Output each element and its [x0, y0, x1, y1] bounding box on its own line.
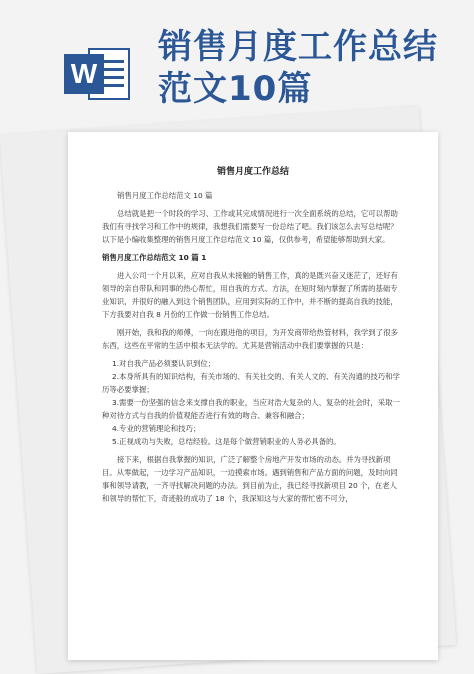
word-letter-tile: W: [64, 54, 104, 94]
intro-paragraph: 总结就是把一个时段的学习、工作或其完成情况进行一次全面系统的总结，它可以帮助我们有寻找学习和工作中的规律，我想我们需要写一份总结了吧。我们该怎么去写总结呢？以下是小编收集整理的销售月度工作总结范文 10 篇，仅供参考，希望能够帮助到大家。: [102, 209, 398, 244]
list-item: 5.正视成功与失败，总结经验。这是每个做营销职业的人务必具备的。: [112, 437, 341, 446]
list-item: 1.对自我产品必须要认识到位；: [112, 359, 216, 368]
paragraph-2: 刚开始，我和我的师傅，一向在跟进他的项目，为开发商带给热管材料，我学到了很多东西，这些在平常的生活中根本无法学的。尤其是营销活动中我们要掌握的只是：: [102, 328, 398, 350]
document-preview[interactable]: [68, 132, 438, 660]
header-banner: [0, 0, 474, 125]
list-item: 4.专业的营销理论和技巧；: [112, 424, 201, 433]
page-title: [158, 26, 458, 110]
paragraph-1: 进入公司一个月以来，应对自我从未接触的销售工作，真的是既兴奋又迷茫了，还好有领导的亲自带队和同事的热心帮忙，用自我的方式、方法，在短时刻内掌握了所需的基础专业知识，并很好的融入到这个销售团队，应用到实际的工作中，并不断的提高自我的技能，下方我要对自我 8 月份的工作做一份销售工作总结。: [102, 271, 398, 319]
word-icon: [64, 42, 132, 104]
paragraph-3: 接下来，根据自我掌握的知识，广泛了解整个房地产开发市场的动态。并为寻找新项目。从零做起，一边学习产品知识，一边摸索市场。遇到销售和产品方面的问题，及时向同事和领导请教，一齐寻找解决问题的办法。到目前为止，我已经寻找新项目 20 个，在老人和领导的帮忙下，奇迹般的成功了 18 个，我深知这与大家的帮忙密不可分，: [102, 455, 398, 503]
section-title: 销售月度工作总结范文 10 篇 1: [102, 253, 207, 262]
document-heading: 销售月度工作总结: [216, 167, 289, 177]
title-line-2: 范文10篇: [158, 69, 313, 109]
list-item: 2.本身所具有的知识结构，有关市场的、有关社交的、有关人文的、有关沟通的技巧和学历等必要掌握；: [102, 372, 400, 394]
title-line-1: 销售月度工作总结: [158, 27, 438, 67]
intro-label: 销售月度工作总结范文 10 篇: [117, 191, 213, 200]
list-item: 3.需要一份坚强的信念来支撑自我的职业，当应对浩大复杂的人、复杂的社会时，采取一种对待方式与自我的价值观能否进行有效的吻合、兼容和融合；: [102, 398, 400, 420]
